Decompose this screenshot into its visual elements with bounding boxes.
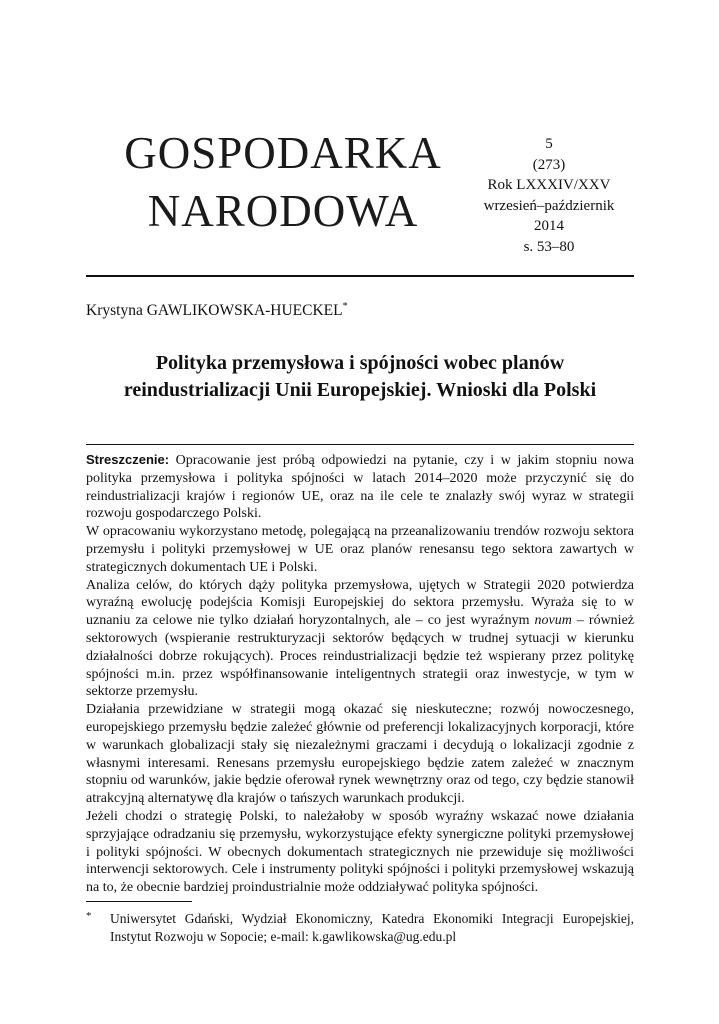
issue-total: (273) [532,156,566,173]
year-volume: Rok LXXXIV/XXV [487,177,611,193]
author-first-name: Krystyna [86,302,143,320]
article-title-line2: reindustrializacji Unii Europejskiej. Wnioski dla Polski [123,379,597,401]
abstract [86,451,634,897]
issue-info [470,134,628,257]
footnote-text: Uniwersytet Gdański, Wydział Ekonomiczny, Katedra Ekonomiki Integracji Europejskiej, Instytut Rozwoju w Sopocie; e-mail: k.gawlikowska@ug.edu.pl [110,911,634,944]
header-divider [86,275,634,277]
footnote-mark: * [86,910,92,922]
abstract-p3-text-a: Analiza celów, do których dąży polityka przemysłowa, ujętych w Strategii 2020 potwierdza wyraźną ewolucję podejścia Komisji Europejskiej do sektora przemysłu. Wyraża się to w uznaniu za celowe nie tylko działań horyzontalnych, ale – co jest wyraźnym [86,577,634,629]
issue-months: wrzesień–październik [483,197,615,214]
abstract-divider [86,444,634,445]
abstract-p3-novum: novum [534,613,572,629]
author [86,301,348,320]
abstract-paragraph-1 [86,451,634,523]
abstract-paragraph-3 [86,577,634,702]
issue-year: 2014 [534,218,564,234]
article-title [86,350,634,404]
abstract-paragraph-4: Działania przewidziane w strategii mogą okazać się nieskuteczne; rozwój nowoczesnego, europejskiego przemysłu będzie zależeć głównie od preferencji lokalizacyjnych korporacji, które w warunkach globalizacji stały się niezależnymi graczami i decydują o lokalizacji zgodnie z własnymi interesami. Renesans przemysłu europejskiego będzie zatem zależeć w znacznym stopniu od warunków, jakie będzie oferował rynek wewnętrzny oraz od tego, czy będzie stanowił atrakcyjną alternatywę dla krajów o tańszych warunkach produkcji. [86,702,634,807]
abstract-paragraph-5: Jeżeli chodzi o strategię Polski, to należałoby w sposób wyraźny wskazać nowe działania sprzyjające odradzaniu się przemysłu, wykorzystujące efekty synergiczne polityki przemysłowej i polityki spójności. W obecnych dokumentach strategicznych nie przewiduje się możliwości interwencji sektorowych. Cele i instrumenty polityki spójności i polityki przemysłowej wskazują na to, że obecnie bardziej proindustrialnie może oddziaływać polityka spójności. [86,808,634,896]
abstract-paragraph-2: W opracowaniu wykorzystano metodę, polegającą na przeanalizowaniu trendów rozwoju sektora przemysłu i polityki przemysłowej w UE oraz planów renesansu tego sektora zawartych w strategicznych dokumentach UE i Polski. [86,524,634,575]
issue-number: 5 [545,136,553,152]
journal-title-line2: NARODOWA [147,186,419,236]
issue-pages: s. 53–80 [523,238,575,255]
abstract-p3-text-b: – również sektorowych (wspieranie restrukturyzacji sektorów będących w trudnej sytuacji w kierunku działalności dobrze rokujących). Proces reindustrializacji będzie też wspierany przez politykę spójności m.in. przez współfinansowanie inteligentnych strategii oraz inwestycje, w tym w sektorze przemysłu. [86,613,634,700]
author-last-name: GAWLIKOWSKA-HUECKEL [146,302,343,320]
journal-title [108,124,458,240]
abstract-label: Streszczenie: [86,452,170,467]
footnote-divider [86,901,192,902]
author-footnote-mark: * [342,301,348,312]
article-title-line1: Polityka przemysłowa i spójności wobec planów [155,352,565,374]
footnote [86,910,634,945]
abstract-p1-text: Opracowanie jest próbą odpowiedzi na pytanie, czy i w jakim stopniu nowa polityka przemysłowa i polityka spójności w latach 2014–2020 może przyczynić się do reindustrializacji krajów i regionów UE, oraz na ile cele te znalazły swój wyraz w strategii rozwoju gospodarczego Polski. [86,453,635,522]
journal-title-line1: GOSPODARKA [124,128,442,178]
